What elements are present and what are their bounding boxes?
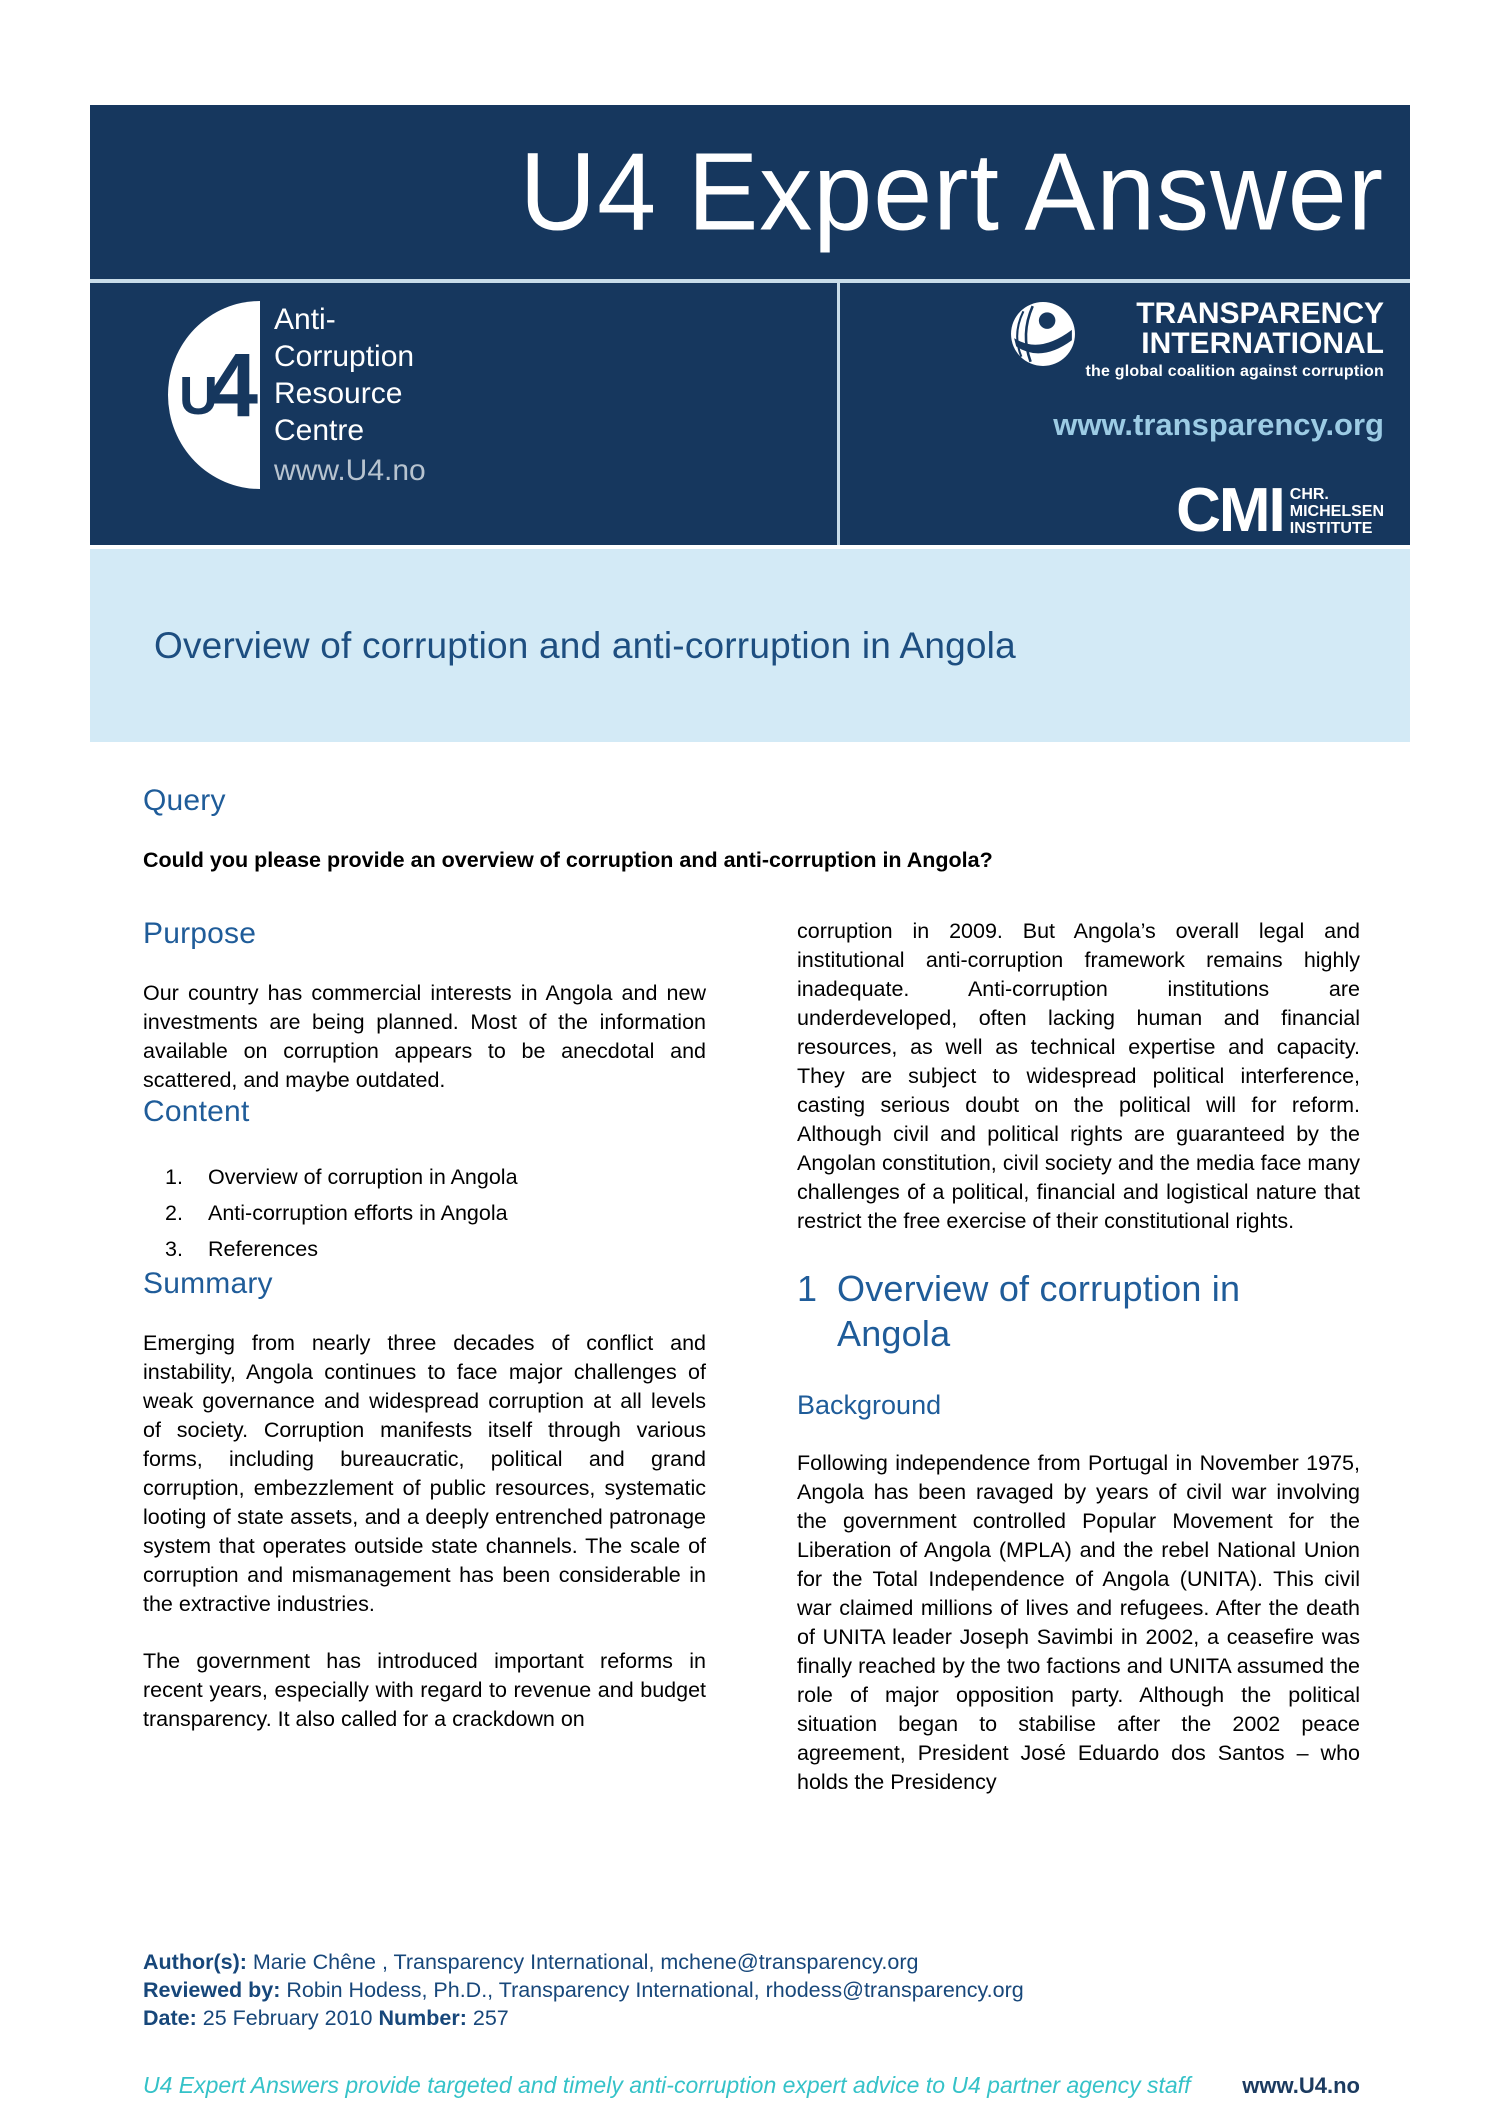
background-paragraph: Following independence from Portugal in November 1975, Angola has been ravaged by years of civil war involving the government controlled Popular Movement for the Liberation of Angola (MPLA) and the rebel National Union for the Total Independence of Angola (UNITA). This civil war claimed millions of lives and refugees. After the death of UNITA leader Joseph Savimbi in 2002, a ceasefire was finally reached by the two factions and UNITA assumed the role of major opposition party. Although the political situation began to stabilise after the 2002 peace agreement, President José Eduardo dos Santos – who holds the Presidency bbox=[797, 1451, 1360, 1794]
u4-wordmark-line: Resource bbox=[274, 377, 403, 410]
footer-credits bbox=[143, 1948, 1360, 2032]
summary-paragraph-2: The government has introduced important reforms in recent years, especially with regard to revenue and budget transparency. It also called for a crackdown on bbox=[143, 1649, 706, 1731]
transparency-international-logo bbox=[1010, 299, 1384, 381]
toc-item-number: 2. bbox=[165, 1201, 183, 1225]
ti-tagline: the global coalition against corruption bbox=[1085, 363, 1384, 380]
title-band bbox=[90, 549, 1410, 742]
u4-wordmark bbox=[274, 299, 426, 545]
transparency-url-link[interactable]: www.transparency.org bbox=[1053, 407, 1384, 442]
partner-logos-cell bbox=[840, 283, 1410, 545]
section-1-heading bbox=[797, 1266, 1360, 1356]
reviewed-value: Robin Hodess, Ph.D., Transparency International, rhodess@transparency.org bbox=[286, 1978, 1024, 2002]
author-label: Author(s): bbox=[143, 1950, 247, 1974]
reviewed-label: Reviewed by: bbox=[143, 1978, 281, 2002]
logo-band bbox=[90, 279, 1410, 545]
left-column bbox=[143, 917, 706, 1797]
u4-wordmark-line: Corruption bbox=[274, 340, 415, 373]
author-line bbox=[143, 1948, 1360, 1976]
number-label: Number: bbox=[378, 2006, 467, 2030]
ti-wordmark bbox=[1086, 299, 1384, 381]
purpose-heading: Purpose bbox=[143, 917, 257, 950]
query-question: Could you please provide an overview of corruption and anti-corruption in Angola? bbox=[143, 848, 993, 872]
content-heading: Content bbox=[143, 1095, 250, 1128]
tagline-text: U4 Expert Answers provide targeted and timely anti-corruption expert advice to U4 partner agency staff bbox=[143, 2072, 1191, 2098]
toc-item-label: References bbox=[208, 1237, 318, 1261]
main-content bbox=[143, 742, 1360, 1797]
two-column-layout bbox=[143, 917, 1360, 1797]
u4-footer-url-link[interactable]: www.U4.no bbox=[1242, 2073, 1360, 2098]
banner-title: U4 Expert Answer bbox=[519, 130, 1384, 254]
top-banner bbox=[90, 105, 1410, 279]
u4-logo-icon bbox=[168, 301, 260, 489]
toc-item bbox=[143, 1231, 706, 1267]
cmi-line: MICHELSEN bbox=[1289, 502, 1384, 520]
document-title: Overview of corruption and anti-corruption in Angola bbox=[154, 624, 1016, 666]
u4-url-link[interactable]: www.U4.no bbox=[274, 454, 426, 487]
query-heading: Query bbox=[143, 784, 226, 817]
toc-item-number: 3. bbox=[165, 1237, 183, 1261]
date-number-line bbox=[143, 2004, 1360, 2032]
u4-monogram-4: 4 bbox=[208, 336, 259, 436]
table-of-contents bbox=[143, 1159, 706, 1267]
toc-item-label: Overview of corruption in Angola bbox=[208, 1165, 518, 1189]
section-1-title: Overview of corruption in Angola bbox=[837, 1268, 1241, 1354]
ti-globe-icon bbox=[1010, 301, 1076, 367]
toc-item bbox=[143, 1195, 706, 1231]
cmi-line: CHR. bbox=[1289, 485, 1329, 503]
author-value: Marie Chêne , Transparency International, mchene@transparency.org bbox=[252, 1950, 919, 1974]
date-label: Date: bbox=[143, 2006, 197, 2030]
right-column bbox=[797, 917, 1360, 1797]
toc-item-label: Anti-corruption efforts in Angola bbox=[208, 1201, 508, 1225]
cmi-line: INSTITUTE bbox=[1289, 519, 1373, 537]
ti-name-line1: TRANSPARENCY bbox=[1136, 297, 1384, 330]
u4-wordmark-line: Anti- bbox=[274, 303, 336, 336]
toc-item-number: 1. bbox=[165, 1165, 183, 1189]
cmi-abbr: CMI bbox=[1176, 476, 1284, 545]
u4-wordmark-line: Centre bbox=[274, 414, 365, 447]
background-heading: Background bbox=[797, 1390, 942, 1420]
cmi-logo bbox=[1176, 476, 1384, 545]
reviewed-line bbox=[143, 1976, 1360, 2004]
summary-heading: Summary bbox=[143, 1267, 273, 1300]
u4-logo-cell bbox=[90, 283, 840, 545]
bottom-tagline-row bbox=[143, 2072, 1360, 2099]
ti-name-line2: INTERNATIONAL bbox=[1141, 327, 1384, 360]
toc-item bbox=[143, 1159, 706, 1195]
date-value: 25 February 2010 bbox=[202, 2006, 373, 2030]
purpose-paragraph: Our country has commercial interests in Angola and new investments are being planned. Most of the information available on corruption appears to be anecdotal and scattered, and maybe outdated. bbox=[143, 981, 706, 1092]
section-1-number: 1 bbox=[797, 1268, 818, 1309]
number-value: 257 bbox=[472, 2006, 509, 2030]
summary-paragraph-1: Emerging from nearly three decades of conflict and instability, Angola continues to face major challenges of weak governance and widespread corruption at all levels of society. Corruption manifests itself through various forms, including bureaucratic, political and grand corruption, embezzlement of public resources, systematic looting of state assets, and a deeply entrenched patronage system that operates outside state channels. The scale of corruption and mismanagement has been considerable in the extractive industries. bbox=[143, 1331, 706, 1616]
u4-monogram-u: U bbox=[179, 366, 218, 426]
cmi-wordmark bbox=[1290, 486, 1384, 537]
continuation-paragraph: corruption in 2009. But Angola’s overall legal and institutional anti-corruption framework remains highly inadequate. Anti-corruption institutions are underdeveloped, often lacking human and financial resources, as well as technical expertise and capacity. They are subject to widespread political interference, casting serious doubt on the political will for reform. Although civil and political rights are guaranteed by the Angolan constitution, civil society and the media face many challenges of a political, financial and logistical nature that restrict the free exercise of their constitutional rights. bbox=[797, 919, 1360, 1233]
